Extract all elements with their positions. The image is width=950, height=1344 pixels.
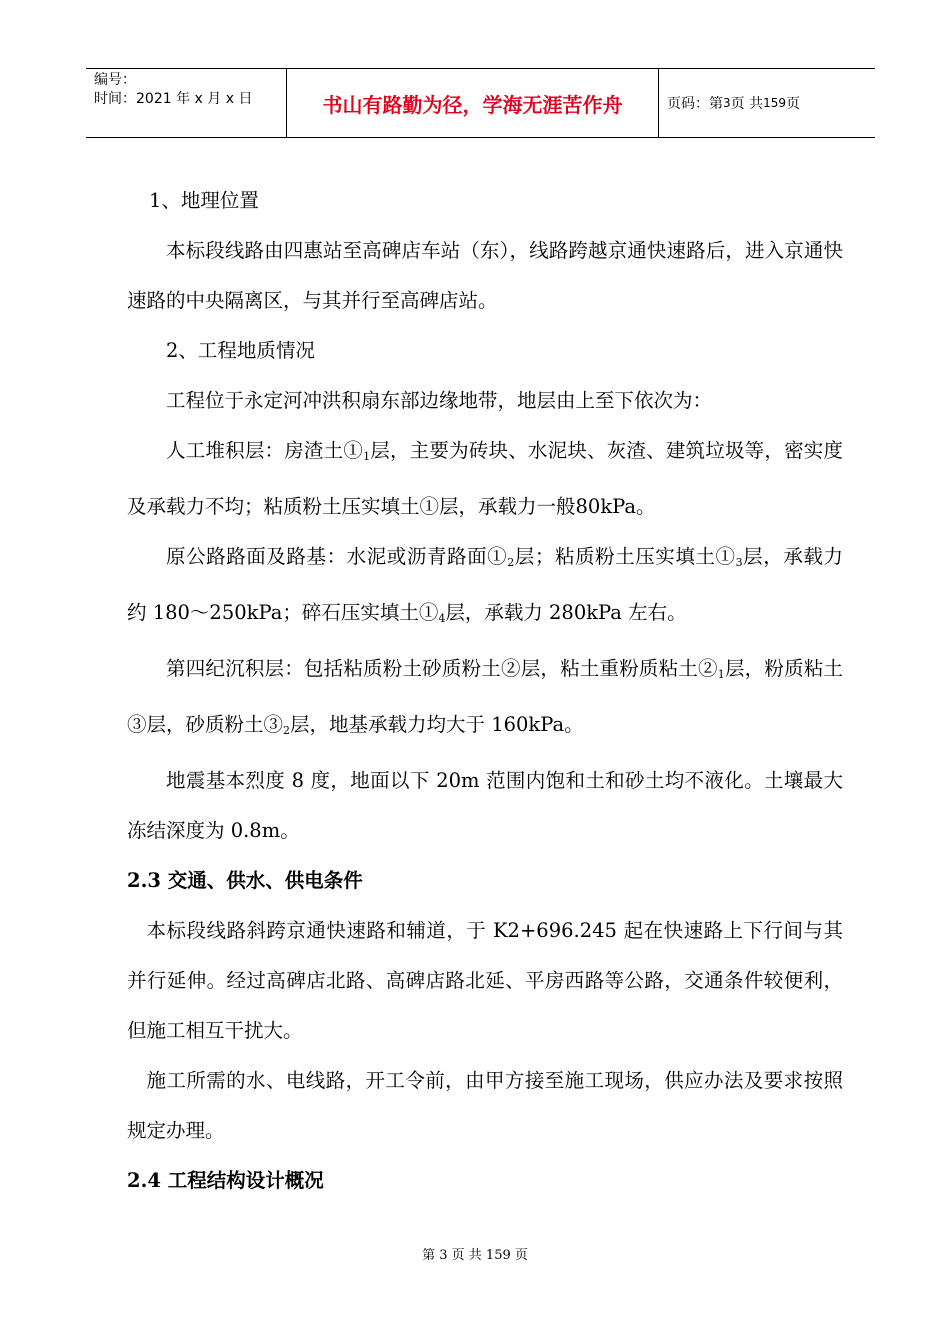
q4-sub-1: 1 xyxy=(717,668,725,681)
q4-text-b: 层，粉质粘土③层，砂质粉土③ xyxy=(127,657,843,736)
road-sub-2: 2 xyxy=(507,556,515,569)
page-total: 159 xyxy=(763,96,786,110)
page-header xyxy=(86,68,875,138)
page-label-suffix: 页 xyxy=(786,96,800,112)
time-label: 时间：2021 年 x 月 x 日 xyxy=(94,91,253,107)
heading-traffic: 2.3 交通、供水、供电条件 xyxy=(127,869,363,892)
heading-geology: 2、工程地质情况 xyxy=(166,339,315,362)
road-text-b: 层；粘质粉土压实填土① xyxy=(514,545,736,568)
paragraph-quaternary xyxy=(127,644,843,756)
road-sub-3: 3 xyxy=(735,556,743,569)
page-footer: 第 3 页 共 159 页 xyxy=(422,1248,528,1263)
paragraph-fill xyxy=(127,426,843,532)
fill-text-b: 层，主要为砖块、水泥块、灰渣、建筑垃圾等，密实度及承载力不均；粘质粉土压实填土①层，承载力一般80kPa。 xyxy=(127,439,843,518)
header-meta xyxy=(86,69,286,137)
q4-text-a: 第四纪沉积层：包括粘质粉土砂质粉土②层，粘土重粉质粘土② xyxy=(166,657,718,680)
code-label: 编号： xyxy=(94,72,136,88)
q4-text-c: 层，地基承载力均大于 160kPa。 xyxy=(290,713,584,736)
paragraph-seismic: 地震基本烈度 8 度，地面以下 20m 范围内饱和土和砂土均不液化。土壤最大冻结深度为 0.8m。 xyxy=(127,769,843,842)
header-page-number xyxy=(659,69,875,137)
page-num: 3 xyxy=(723,96,731,110)
paragraph-traffic: 本标段线路斜跨京通快速路和辅道，于 K2+696.245 起在快速路上下行间与其并行延伸。经过高碑店北路、高碑店路北延、平房西路等公路，交通条件较便利，但施工相互干扰大。 xyxy=(127,919,843,1042)
paragraph-geology-intro: 工程位于永定河冲洪积扇东部边缘地带，地层由上至下依次为： xyxy=(166,389,713,412)
q4-sub-2: 2 xyxy=(283,724,291,737)
paragraph-road xyxy=(127,532,843,644)
header-motto: 书山有路勤为径，学海无涯苦作舟 xyxy=(286,69,659,137)
heading-location: 1、地理位置 xyxy=(149,189,259,212)
page-label-prefix: 页码：第 xyxy=(667,96,723,112)
fill-text-a: 人工堆积层：房渣土① xyxy=(166,439,364,462)
road-text-c: 层，承载力约 180～250kPa；碎石压实填土① xyxy=(127,545,843,624)
page-label-mid: 页 共 xyxy=(730,96,764,112)
heading-structure: 2.4 工程结构设计概况 xyxy=(127,1169,324,1192)
paragraph-location: 本标段线路由四惠站至高碑店车站（东），线路跨越京通快速路后，进入京通快速路的中央隔离区，与其并行至高碑店站。 xyxy=(127,239,843,312)
road-sub-4: 4 xyxy=(438,612,446,625)
paragraph-power: 施工所需的水、电线路，开工令前，由甲方接至施工现场，供应办法及要求按照规定办理。 xyxy=(127,1069,843,1142)
road-text-a: 原公路路面及路基：水泥或沥青路面① xyxy=(166,545,508,568)
fill-sub: 1 xyxy=(363,450,371,463)
road-text-d: 层，承载力 280kPa 左右。 xyxy=(445,601,687,624)
document-body xyxy=(127,176,843,1206)
